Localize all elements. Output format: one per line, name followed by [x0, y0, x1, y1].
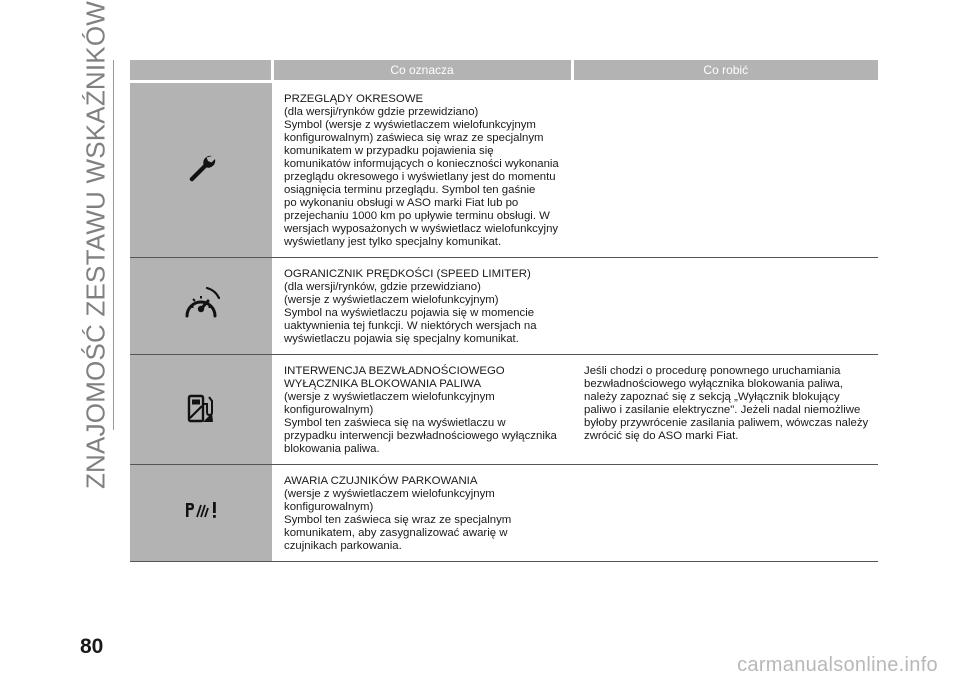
action-cell	[572, 465, 878, 562]
watermark: carmanualsonline.info	[737, 654, 938, 676]
table-row	[130, 465, 878, 562]
meaning-cell: OGRANICZNIK PRĘDKOŚCI (SPEED LIMITER) (dla wersji/rynków, gdzie przewidziano) (wersje z wyświetlaczem wielofunkcyjnym) Symbol na wyświetlaczu pojawia się w momencie uaktywnienia tej funkcji. W niektórych wersjach na wyświetlaczu pojawia się specjalny komunikat.	[272, 258, 572, 355]
meaning-cell: INTERWENCJA BEZWŁADNOŚCIOWEGO WYŁĄCZNIKA BLOKOWANIA PALIWA (wersje z wyświetlaczem wielofunkcyjnym konfigurowalnym) Symbol ten zaświeca się na wyświetlaczu w przypadku interwencji bezwładnościowego wyłącznika blokowania paliwa.	[272, 355, 572, 465]
header-action: Co robić	[572, 60, 878, 80]
side-divider	[113, 60, 114, 430]
section-side-title: ZNAJOMOŚĆ ZESTAWU WSKAŹNIKÓW	[80, 0, 111, 490]
action-cell: Jeśli chodzi o procedurę ponownego uruchamiania bezwładnościowego wyłącznika blokowania paliwa, należy zapoznać się z sekcją „Wyłącznik blokujący paliwo i zasilanie elektryczne". Jeżeli nadal niemożliwe byłoby przywrócenie zasilania paliwem, wówczas należy zwrócić się do ASO marki Fiat.	[572, 355, 878, 465]
icon-cell	[130, 355, 272, 465]
header-icon-column	[130, 60, 272, 80]
table-row	[130, 258, 878, 355]
icon-cell	[130, 465, 272, 562]
icon-cell	[130, 83, 272, 258]
header-meaning: Co oznacza	[272, 60, 572, 80]
table-row	[130, 355, 878, 465]
action-cell	[572, 83, 878, 258]
meaning-cell: AWARIA CZUJNIKÓW PARKOWANIA (wersje z wyświetlaczem wielofunkcyjnym konfigurowalnym) Symbol ten zaświeca się wraz ze specjalnym komunikatem, aby zasygnalizować awarię w czujnikach parkowania.	[272, 465, 572, 562]
parking-sensor-fault-icon	[183, 499, 219, 523]
table-row	[130, 83, 878, 258]
page-number: 80	[80, 635, 104, 658]
speed-limiter-icon	[181, 286, 221, 322]
meaning-cell: PRZEGLĄDY OKRESOWE (dla wersji/rynków gdzie przewidziano) Symbol (wersje z wyświetlaczem wielofunkcyjnym konfigurowalnym) zaświeca się wraz ze specjalnym komunikatem w przypadku pojawienia się komunikatów informujących o konieczności wykonania przeglądu okresowego i wyświetlany jest do momentu osiągnięcia terminu przeglądu. Symbol ten gaśnie po wykonaniu obsługi w ASO marki Fiat lub po przejechaniu 1000 km po upływie terminu obsługi. W wersjach wyposażonych w wyświetlacz wielofunkcyjny wyświetlany jest tylko specjalny komunikat.	[272, 83, 572, 258]
table-header-row	[130, 60, 878, 80]
warning-lights-table	[130, 60, 878, 562]
wrench-icon	[185, 152, 217, 184]
action-cell	[572, 258, 878, 355]
icon-cell	[130, 258, 272, 355]
fuel-cutoff-icon	[186, 392, 216, 424]
